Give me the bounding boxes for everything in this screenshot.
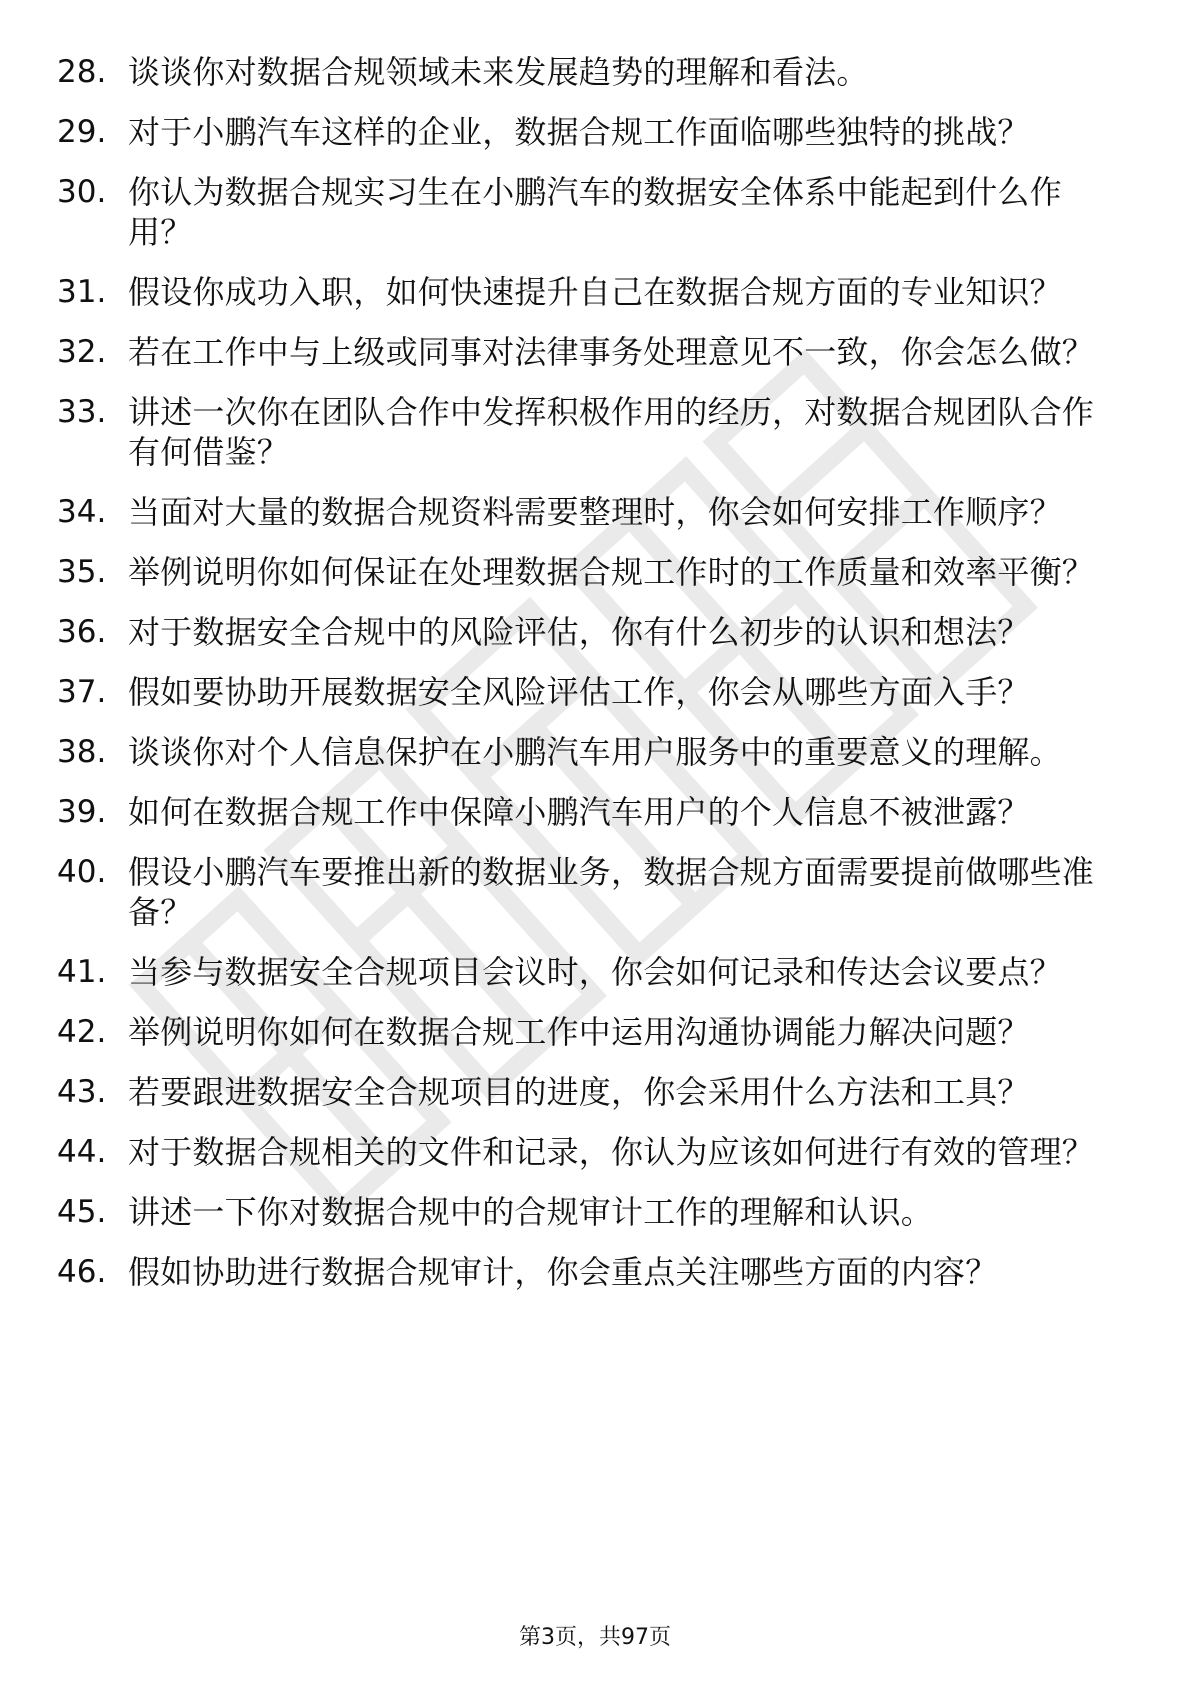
question-text: 对于数据安全合规中的风险评估，你有什么初步的认识和想法？ [128, 613, 1030, 651]
question-number: 30. [57, 174, 107, 210]
question-number: 45. [57, 1194, 107, 1230]
question-number: 32. [57, 334, 107, 370]
question-number: 28. [57, 54, 107, 90]
question-text: 当参与数据安全合规项目会议时，你会如何记录和传达会议要点？ [128, 953, 1062, 991]
question-item [0, 672, 1190, 712]
question-text: 谈谈你对个人信息保护在小鹏汽车用户服务中的重要意义的理解。 [128, 733, 1062, 771]
question-number: 33. [57, 394, 107, 430]
question-item [0, 492, 1190, 532]
question-item [0, 1072, 1190, 1112]
question-item [0, 612, 1190, 652]
question-text: 举例说明你如何保证在处理数据合规工作时的工作质量和效率平衡？ [128, 553, 1095, 591]
question-text: 举例说明你如何在数据合规工作中运用沟通协调能力解决问题？ [128, 1013, 1030, 1051]
question-item [0, 792, 1190, 832]
question-item [0, 732, 1190, 772]
question-item [0, 332, 1190, 372]
question-item [0, 1252, 1190, 1292]
question-number: 43. [57, 1074, 107, 1110]
question-text: 假设小鹏汽车要推出新的数据业务，数据合规方面需要提前做哪些准备？ [128, 853, 1095, 931]
question-text: 若要跟进数据安全合规项目的进度，你会采用什么方法和工具？ [128, 1073, 1030, 1111]
question-text: 你认为数据合规实习生在小鹏汽车的数据安全体系中能起到什么作用？ [128, 173, 1062, 251]
question-number: 42. [57, 1014, 107, 1050]
question-item [0, 952, 1190, 992]
question-number: 29. [57, 114, 107, 150]
question-number: 39. [57, 794, 107, 830]
question-text: 若在工作中与上级或同事对法律事务处理意见不一致，你会怎么做？ [128, 333, 1095, 371]
question-item [0, 52, 1190, 92]
question-number: 44. [57, 1134, 107, 1170]
question-number: 31. [57, 274, 107, 310]
question-number: 38. [57, 734, 107, 770]
question-number: 35. [57, 554, 107, 590]
question-number: 34. [57, 494, 107, 530]
question-text: 谈谈你对数据合规领域未来发展趋势的理解和看法。 [128, 53, 869, 91]
question-number: 40. [57, 854, 107, 890]
question-list [0, 52, 1190, 1312]
question-text: 如何在数据合规工作中保障小鹏汽车用户的个人信息不被泄露？ [128, 793, 1030, 831]
question-number: 37. [57, 674, 107, 710]
page-footer: 第3页，共97页 [519, 1625, 671, 1650]
question-text: 当面对大量的数据合规资料需要整理时，你会如何安排工作顺序？ [128, 493, 1062, 531]
question-text: 假如协助进行数据合规审计，你会重点关注哪些方面的内容？ [128, 1253, 998, 1291]
question-number: 36. [57, 614, 107, 650]
question-item [0, 1132, 1190, 1172]
question-item [0, 272, 1190, 312]
question-item [0, 1192, 1190, 1232]
question-item [0, 172, 1190, 252]
question-number: 41. [57, 954, 107, 990]
question-text: 讲述一下你对数据合规中的合规审计工作的理解和认识。 [128, 1193, 934, 1231]
question-item [0, 552, 1190, 592]
question-item [0, 1012, 1190, 1052]
question-item [0, 852, 1190, 932]
question-text: 讲述一次你在团队合作中发挥积极作用的经历，对数据合规团队合作有何借鉴？ [128, 393, 1095, 471]
question-text: 假设你成功入职，如何快速提升自己在数据合规方面的专业知识？ [128, 273, 1062, 311]
question-text: 对于小鹏汽车这样的企业，数据合规工作面临哪些独特的挑战？ [128, 113, 1030, 151]
question-text: 对于数据合规相关的文件和记录，你认为应该如何进行有效的管理？ [128, 1133, 1095, 1171]
question-item [0, 392, 1190, 472]
question-text: 假如要协助开展数据安全风险评估工作，你会从哪些方面入手？ [128, 673, 1030, 711]
question-item [0, 112, 1190, 152]
question-number: 46. [57, 1254, 107, 1290]
